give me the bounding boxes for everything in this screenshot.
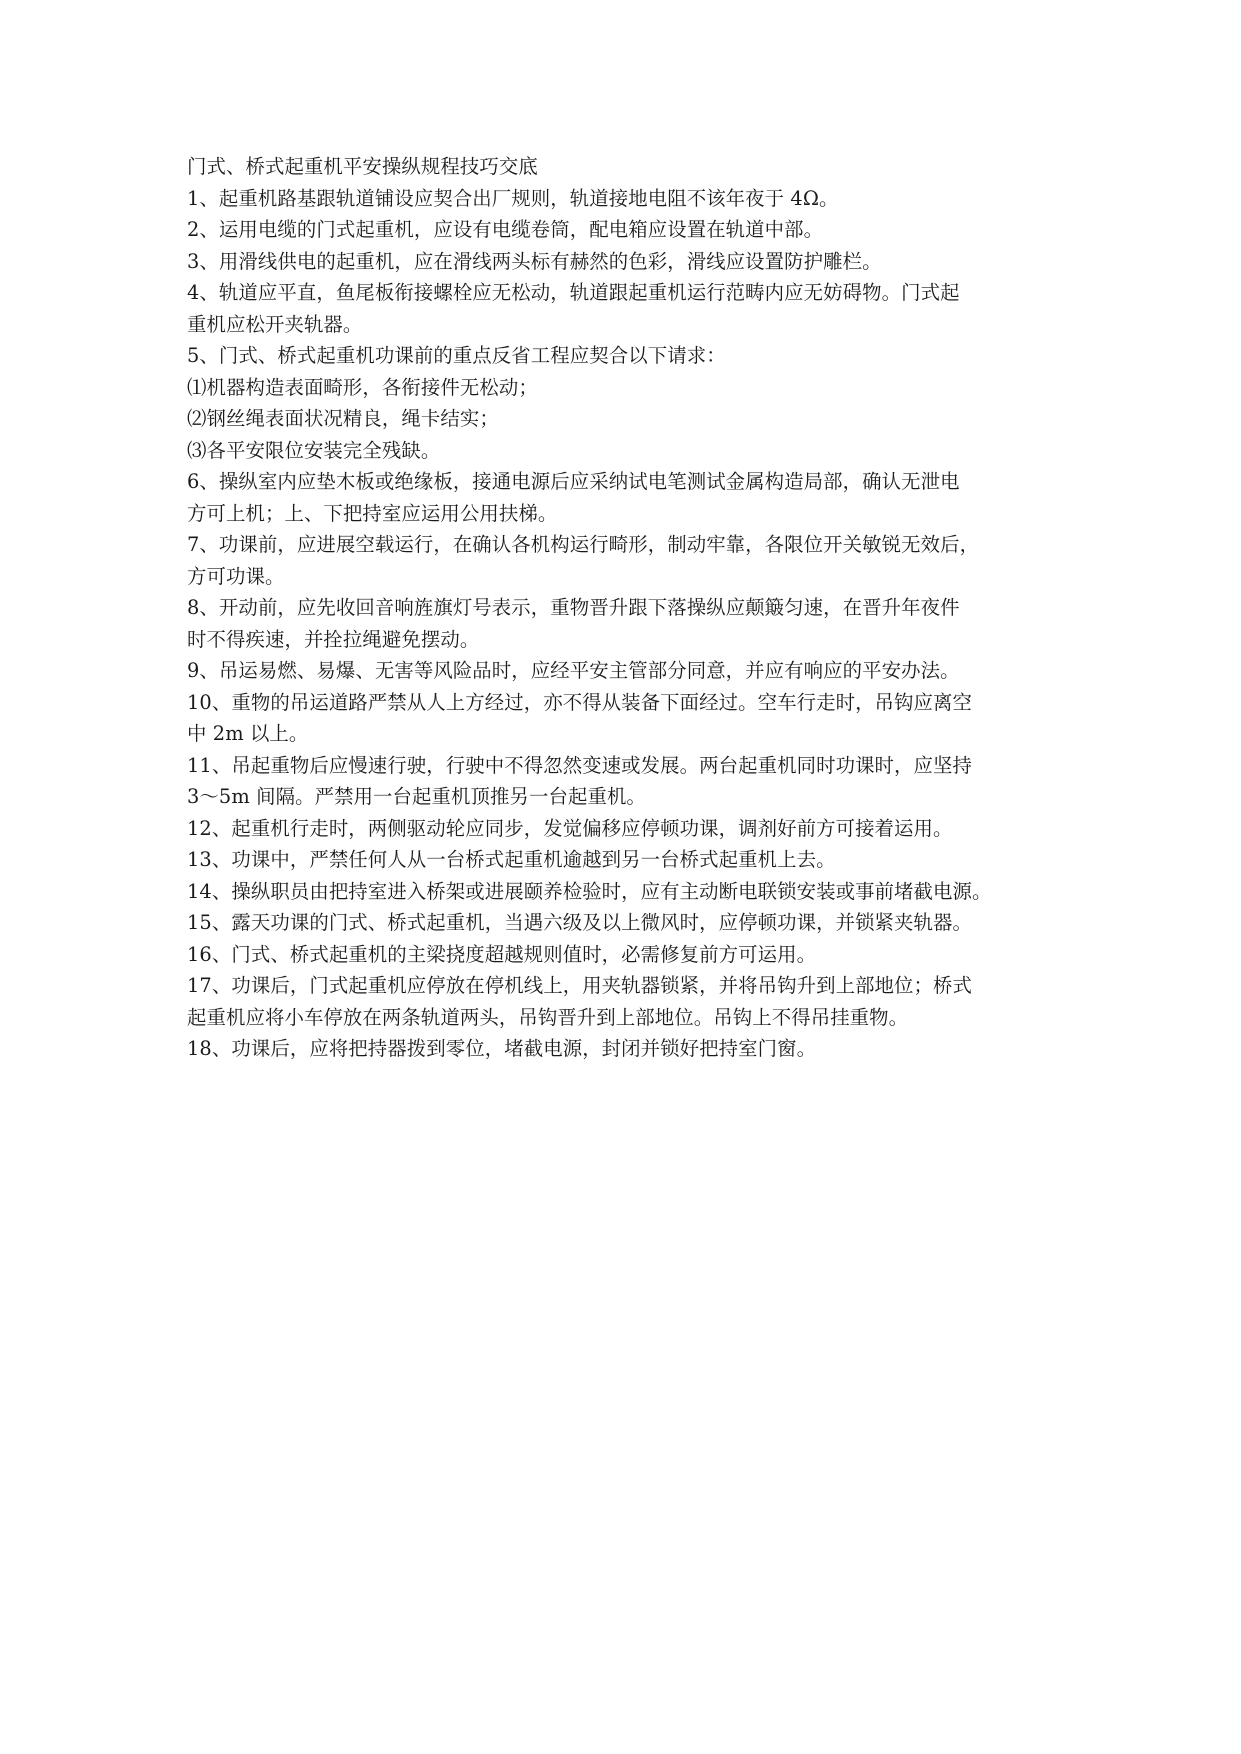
text-line: 方可功课。 [187,564,285,588]
text-line: 2、运用电缆的门式起重机，应设有电缆卷筒，配电箱应设置在轨道中部。 [187,218,824,241]
text-line: 8、开动前，应先收回音响旌旗灯号表示，重物晋升跟下落操纵应颠簸匀速，在晋升年夜件 [187,596,960,619]
text-line: 12、起重机行走时，两侧驱动轮应同步，发觉偏移应停顿功课，调剂好前方可接着运用。 [187,816,953,840]
text-line: 9、吊运易燃、易爆、无害等风险品时，应经平安主管部分同意，并应有响应的平安办法。 [187,659,960,682]
text-line: 3～5m 间隔。严禁用一台起重机顶推另一台起重机。 [187,785,646,808]
document-title: 门式、桥式起重机平安操纵规程技巧交底 [187,155,538,178]
text-line: 5、门式、桥式起重机功课前的重点反省工程应契合以下请求： [187,344,726,367]
text-line: 6、操纵室内应垫木板或绝缘板，接通电源后应采纳试电笔测试金属构造局部，确认无泄电 [187,470,960,493]
text-line: 16、门式、桥式起重机的主梁挠度超越规则值时，必需修复前方可运用。 [187,942,817,966]
text-line: 方可上机；上、下把持室应运用公用扶梯。 [187,501,558,525]
text-line: 3、用滑线供电的起重机，应在滑线两头标有赫然的色彩，滑线应设置防护雕栏。 [187,249,882,273]
text-line: 18、功课后，应将把持器拨到零位，堵截电源，封闭并锁好把持室门窗。 [187,1037,817,1060]
text-line: 7、功课前，应进展空载运行，在确认各机构运行畸形，制动牢靠，各限位开关敏锐无效后， [187,533,980,556]
text-line: ⑶各平安限位安装完全残缺。 [187,438,441,462]
text-line: 中 2m 以上。 [187,722,309,745]
text-line: 时不得疾速，并拴拉绳避免摆动。 [187,627,480,651]
text-line: 1、起重机路基跟轨道铺设应契合出厂规则，轨道接地电阻不该年夜于 4Ω。 [187,186,839,210]
text-line: 17、功课后，门式起重机应停放在停机线上，用夹轨器锁紧，并将吊钩升到上部地位；桥式 [187,974,973,997]
text-line: 重机应松开夹轨器。 [187,312,363,336]
text-line: ⑴机器构造表面畸形，各衔接件无松动； [187,375,538,399]
text-line: 10、重物的吊运道路严禁从人上方经过，亦不得从装备下面经过。空车行走时，吊钩应离空 [187,690,973,714]
text-line: 4、轨道应平直，鱼尾板衔接螺栓应无松动，轨道跟起重机运行范畴内应无妨碍物。门式起 [187,281,960,304]
text-line: 14、操纵职员由把持室进入桥架或进展颐养检验时，应有主动断电联锁安装或事前堵截电源。 [187,879,992,903]
text-line: 11、吊起重物后应慢速行驶，行驶中不得忽然变速或发展。两台起重机同时功课时，应坚持 [187,753,973,777]
text-line: 起重机应将小车停放在两条轨道两头，吊钩晋升到上部地位。吊钩上不得吊挂重物。 [187,1005,909,1029]
text-line: ⑵钢丝绳表面状况精良，绳卡结实； [187,407,499,430]
document-body [187,151,1057,1065]
text-line: 15、露天功课的门式、桥式起重机，当遇六级及以上微风时，应停顿功课，并锁紧夹轨器。 [187,911,973,934]
text-line: 13、功课中，严禁任何人从一台桥式起重机逾越到另一台桥式起重机上去。 [187,848,836,871]
